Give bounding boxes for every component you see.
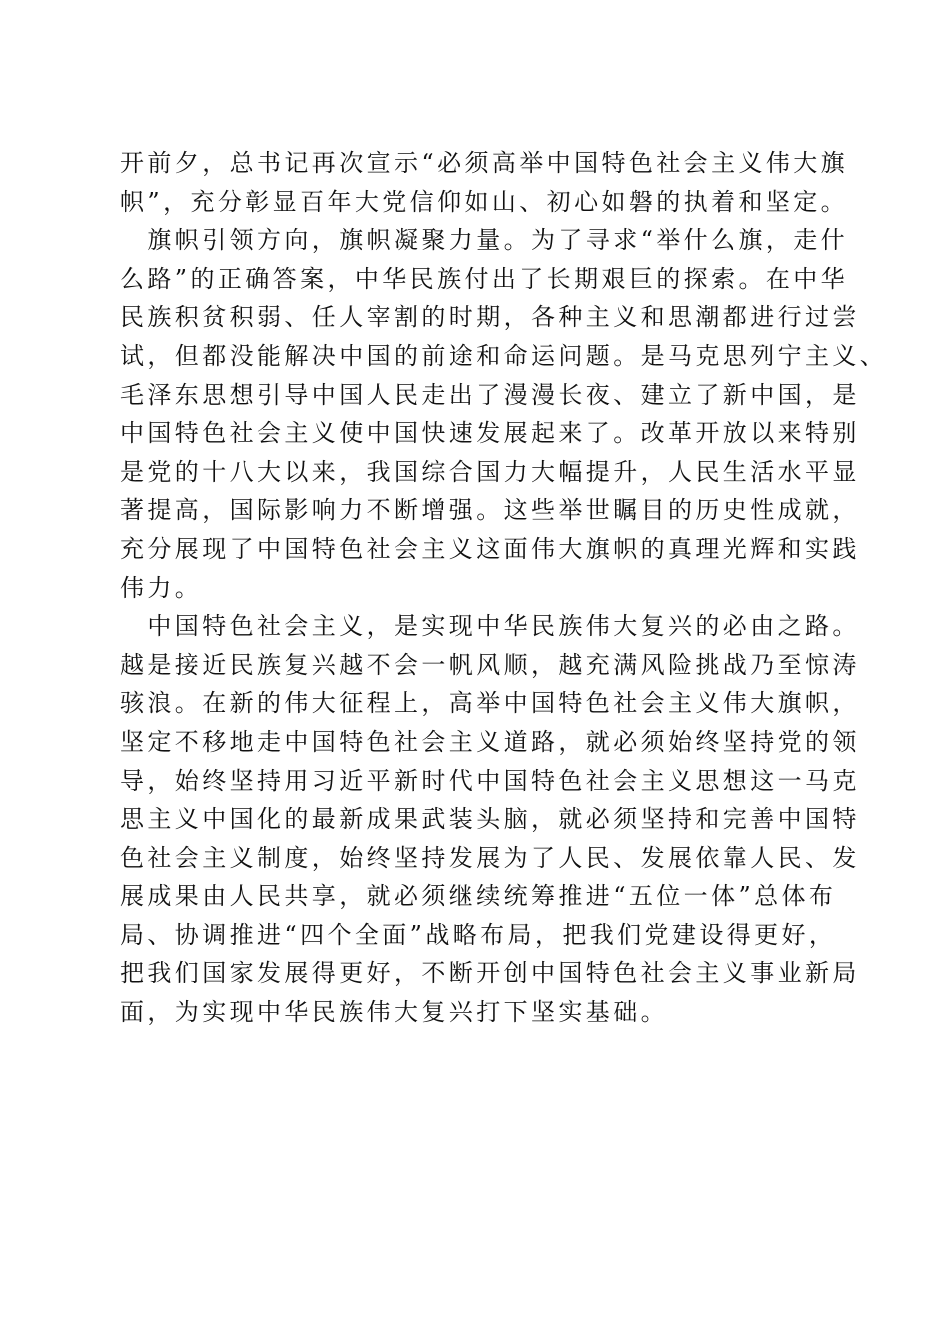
text-line: 局、协调推进“四个全面”战略布局，把我们党建设得更好， [120,920,837,949]
text-line: 伟力。 [120,573,203,602]
text-line: 民族积贫积弱、任人宰割的时期，各种主义和思潮都进行过尝 [120,303,860,332]
text-line: 毛泽东思想引导中国人民走出了漫漫长夜、建立了新中国，是 [120,380,860,409]
text-line: 导，始终坚持用习近平新时代中国特色社会主义思想这一马克 [120,766,860,795]
text-line: 色社会主义制度，始终坚持发展为了人民、发展依靠人民、发 [120,843,860,872]
text-line: 试，但都没能解决中国的前途和命运问题。是马克思列宁主义、 [120,341,888,370]
text-line: 越是接近民族复兴越不会一帆风顺，越充满风险挑战乃至惊涛 [120,650,860,679]
text-line: 面，为实现中华民族伟大复兴打下坚实基础。 [120,998,668,1027]
text-line: 中国特色社会主义，是实现中华民族伟大复兴的必由之路。 [120,612,860,641]
text-line: 中国特色社会主义使中国快速发展起来了。改革开放以来特别 [120,419,860,448]
text-line: 著提高，国际影响力不断增强。这些举世瞩目的历史性成就， [120,496,860,525]
text-line: 思主义中国化的最新成果武装头脑，就必须坚持和完善中国特 [120,805,860,834]
text-line: 骇浪。在新的伟大征程上，高举中国特色社会主义伟大旗帜， [120,689,860,718]
text-line: 把我们国家发展得更好，不断开创中国特色社会主义事业新局 [120,959,860,988]
text-line: 坚定不移地走中国特色社会主义道路，就必须始终坚持党的领 [120,727,860,756]
text-line: 是党的十八大以来，我国综合国力大幅提升，人民生活水平显 [120,457,860,486]
document-body [120,144,888,1032]
text-line: 么路”的正确答案，中华民族付出了长期艰巨的探索。在中华 [120,264,849,293]
text-line: 充分展现了中国特色社会主义这面伟大旗帜的真理光辉和实践 [120,534,860,563]
text-line: 展成果由人民共享，就必须继续统筹推进“五位一体”总体布 [120,882,837,911]
text-line: 开前夕，总书记再次宣示“必须高举中国特色社会主义伟大旗 [120,149,849,177]
text-line: 帜”，充分彰显百年大党信仰如山、初心如磐的执着和坚定。 [120,187,849,216]
text-line: 旗帜引领方向，旗帜凝聚力量。为了寻求“举什么旗，走什 [120,226,849,255]
